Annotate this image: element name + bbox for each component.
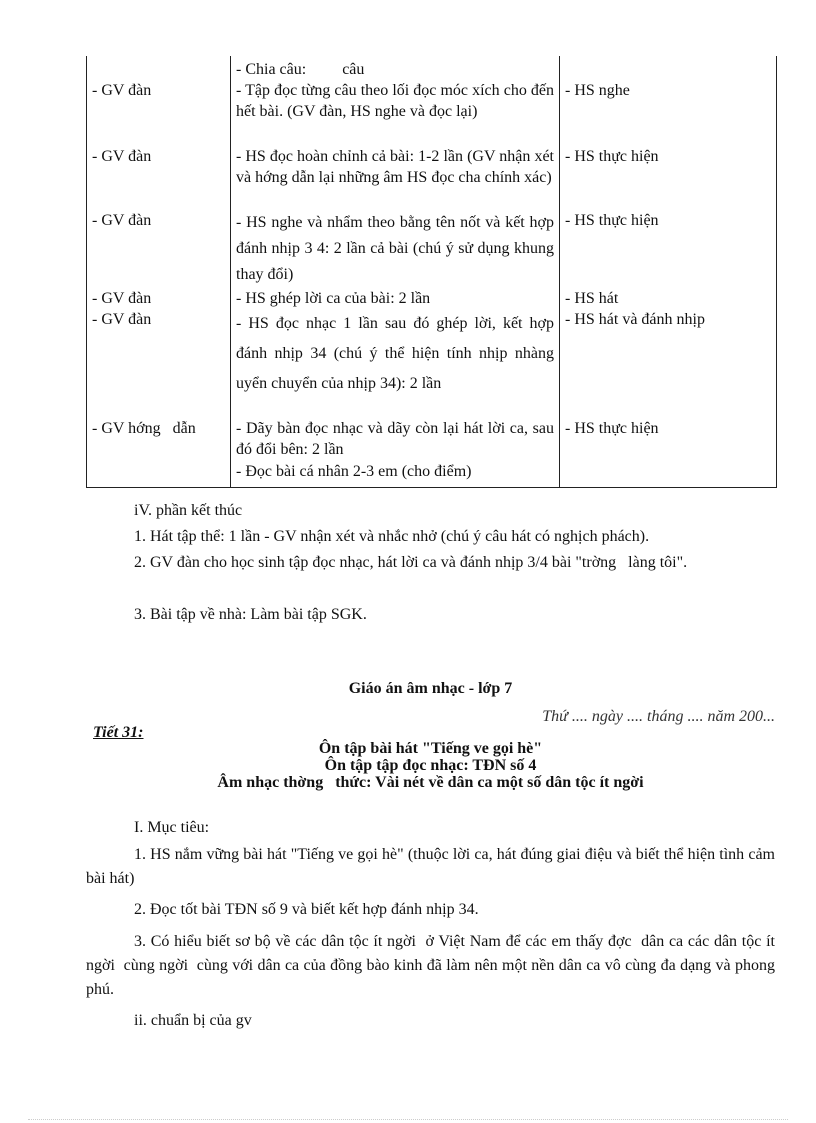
teacher-cell: - GV đàn xyxy=(92,290,152,307)
paragraph: 2. Đọc tốt bài TĐN số 9 và biết kết hợp đánh nhịp 34. xyxy=(134,901,479,918)
section-heading: I. Mục tiêu: xyxy=(134,819,210,836)
teacher-cell: - GV đàn xyxy=(92,311,152,328)
section-heading: iV. phần kết thúc xyxy=(134,502,243,519)
lesson-title: Ôn tập bài hát "Tiếng ve gọi hè" xyxy=(318,740,543,757)
student-cell: - HS hát xyxy=(565,290,619,307)
column-divider xyxy=(559,56,560,487)
period-label: Tiết 31: xyxy=(93,724,144,741)
content-cell: - HS đọc nhạc 1 lần sau đó ghép lời, kết hợp đánh nhịp 34 (chú ý thể hiện tính nhịp nhàng uyển chuyển của nhịp 34): 2 lần xyxy=(236,315,554,392)
lesson-title: Ôn tập tập đọc nhạc: TĐN số 4 xyxy=(324,757,537,774)
paragraph: 1. HS nắm vững bài hát "Tiếng ve gọi hè" (thuộc lời ca, hát đúng giai điệu và biết thể hiện tình cảm bài hát) xyxy=(86,846,775,887)
content-cell: - HS nghe và nhẩm theo bằng tên nốt và kết hợp đánh nhịp 3 4: 2 lần cả bài (chú ý sử dụng khung thay đổi) xyxy=(236,214,554,283)
student-cell: - HS thực hiện xyxy=(565,420,659,437)
paragraph: 1. Hát tập thể: 1 lần - GV nhận xét và nhắc nhở (chú ý câu hát có nghịch phách). xyxy=(134,528,650,545)
student-cell: - HS hát và đánh nhịp xyxy=(565,311,705,328)
lesson-title: Âm nhạc thờng thức: Vài nét về dân ca một số dân tộc ít ngời xyxy=(217,774,644,791)
student-cell: - HS thực hiện xyxy=(565,212,659,229)
content-cell: - Tập đọc từng câu theo lối đọc móc xích cho đến hết bài. (GV đàn, HS nghe và đọc lại) xyxy=(236,82,554,120)
content-cell: - Đọc bài cá nhân 2-3 em (cho điểm) xyxy=(236,463,472,480)
content-cell: - HS ghép lời ca của bài: 2 lần xyxy=(236,290,431,307)
page-edge-divider xyxy=(28,1119,788,1120)
teacher-cell: - GV đàn xyxy=(92,148,152,165)
document-title: Giáo án âm nhạc - lớp 7 xyxy=(348,680,513,697)
section-heading: ii. chuẩn bị của gv xyxy=(134,1012,252,1029)
teacher-cell: - GV đàn xyxy=(92,212,152,229)
student-cell: - HS nghe xyxy=(565,82,630,99)
student-cell: - HS thực hiện xyxy=(565,148,659,165)
paragraph: 3. Bài tập về nhà: Làm bài tập SGK. xyxy=(134,606,367,623)
activity-table xyxy=(86,56,777,488)
content-cell: - HS đọc hoàn chỉnh cả bài: 1-2 lần (GV nhận xét và hớng dẫn lại những âm HS đọc cha chính xác) xyxy=(236,148,554,186)
content-cell: - Chia câu: câu xyxy=(236,61,365,78)
paragraph: 2. GV đàn cho học sinh tập đọc nhạc, hát lời ca và đánh nhịp 3/4 bài "trờng làng tôi". xyxy=(134,554,688,571)
content-cell: - Dãy bàn đọc nhạc và dãy còn lại hát lời ca, sau đó đổi bên: 2 lần xyxy=(236,420,554,458)
paragraph: 3. Có hiểu biết sơ bộ về các dân tộc ít ngời ở Việt Nam để các em thấy đợc dân ca các dân tộc ít ngời cùng ngời cùng với dân ca của đồng bào kinh đã làm nên một nền dân ca vô cùng đa dạng và phong phú. xyxy=(86,933,779,998)
teacher-cell: - GV đàn xyxy=(92,82,152,99)
date-line: Thứ .... ngày .... tháng .... năm 200... xyxy=(542,708,775,725)
teacher-cell: - GV hớng dẫn xyxy=(92,420,196,437)
column-divider xyxy=(230,56,231,487)
